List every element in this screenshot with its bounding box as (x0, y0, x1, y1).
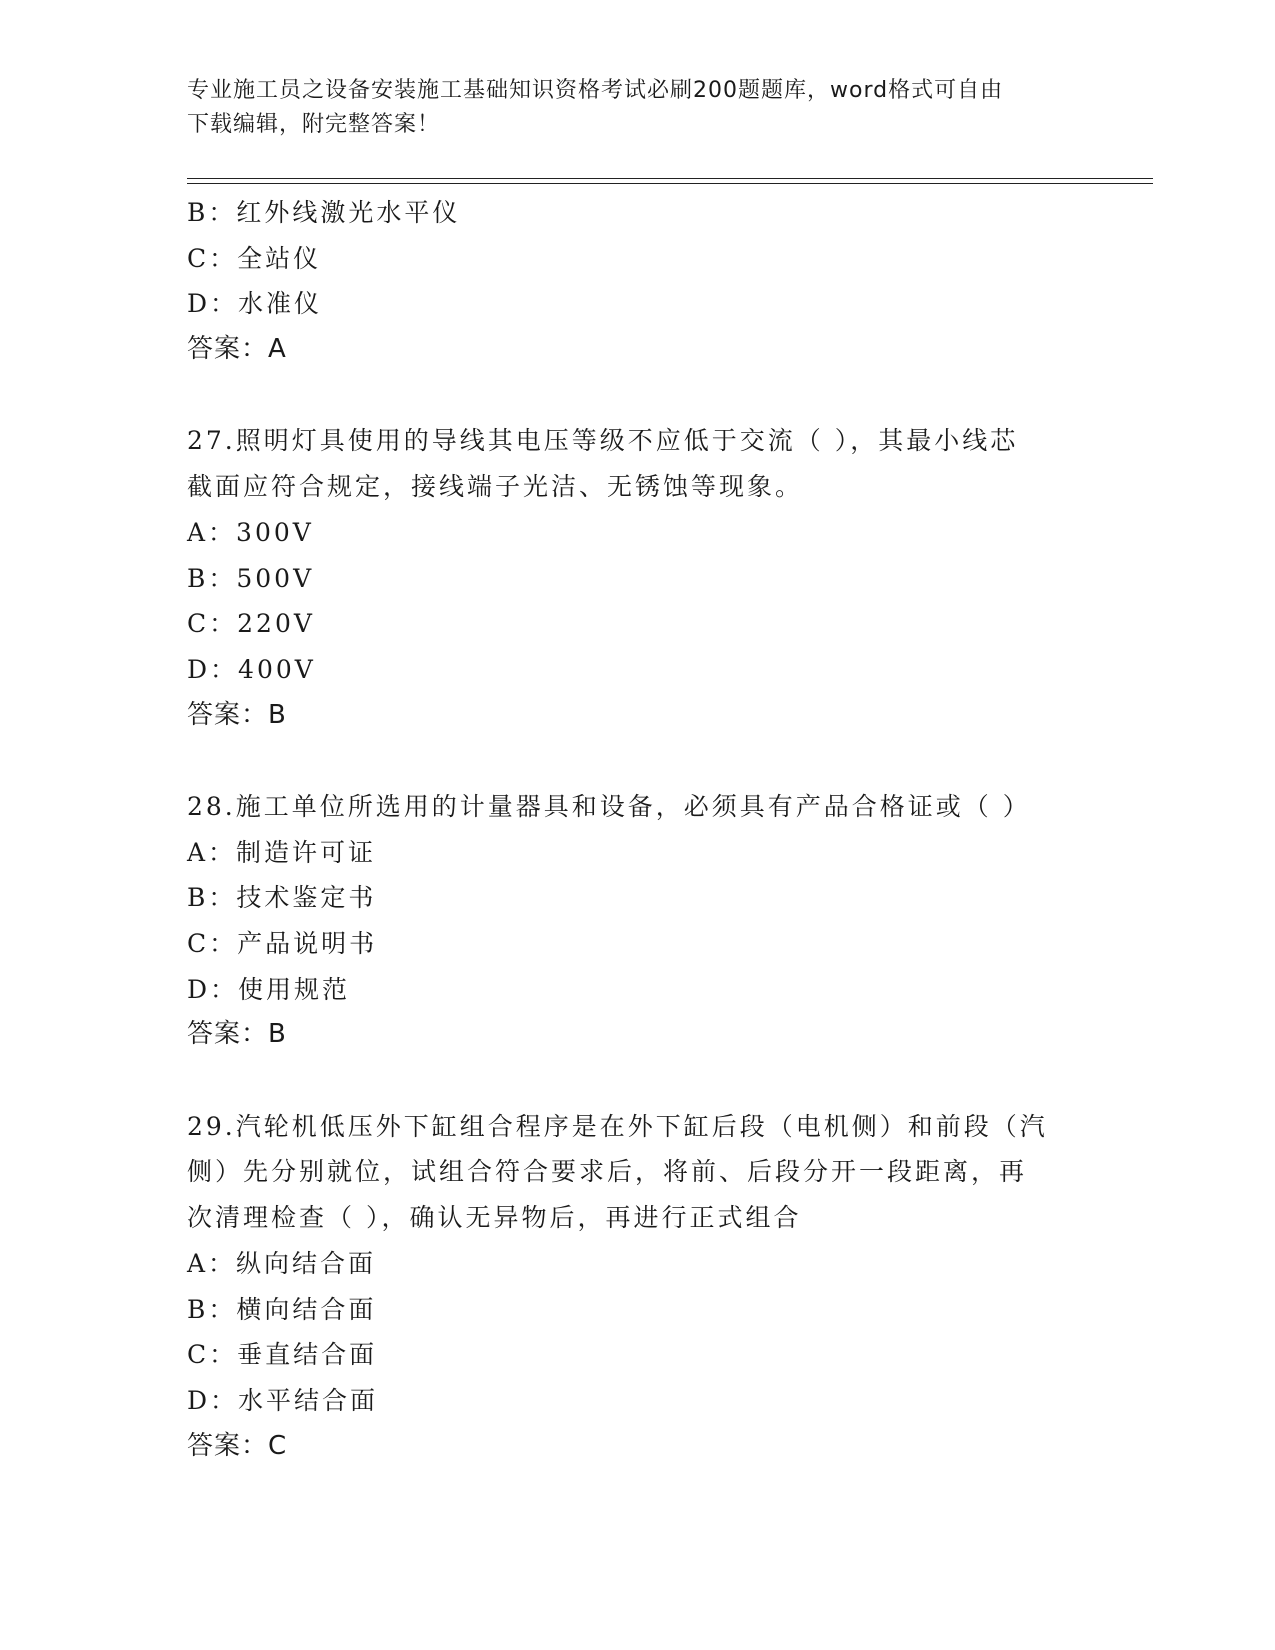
option-c: C：产品说明书 (187, 929, 378, 958)
question-text-line: 侧）先分别就位，试组合符合要求后，将前、后段分开一段距离，再 (187, 1157, 1028, 1187)
header-line-1: 专业施工员之设备安装施工基础知识资格考试必刷200题题库，word格式可自由 (187, 78, 1004, 103)
option-c: C：220V (187, 609, 315, 639)
option-b: B：500V (187, 563, 315, 593)
question-text-line: 28.施工单位所选用的计量器具和设备，必须具有产品合格证或（ ） (187, 791, 1031, 821)
option-c: C：垂直结合面 (187, 1340, 378, 1370)
option-d: D：水平结合面 (187, 1385, 379, 1415)
answer-line: 答案：B (187, 1019, 287, 1050)
option-b: B：横向结合面 (187, 1294, 377, 1324)
question-29 (187, 1104, 1087, 1470)
option-c: C：全站仪 (187, 243, 322, 273)
option-b: B：红外线激光水平仪 (187, 198, 461, 227)
question-text-line: 27.照明灯具使用的导线其电压等级不应低于交流（ ），其最小线芯 (187, 426, 1019, 456)
answer-line: 答案：C (187, 1430, 288, 1461)
question-text-line: 截面应符合规定，接线端子光洁、无锈蚀等现象。 (187, 472, 804, 502)
header-rule-bottom (187, 183, 1153, 184)
option-d: D：水准仪 (187, 289, 323, 319)
question-list (187, 190, 1087, 1469)
question-text-line: 次清理检查（ ），确认无异物后，再进行正式组合 (187, 1203, 802, 1233)
option-d: D：400V (187, 654, 316, 684)
question-27 (187, 418, 1087, 738)
option-a: A：300V (187, 517, 314, 547)
option-d: D：使用规范 (187, 974, 351, 1004)
document-header (187, 74, 1067, 142)
header-line-2: 下载编辑，附完整答案！ (187, 112, 441, 137)
question-text-line: 29.汽轮机低压外下缸组合程序是在外下缸后段（电机侧）和前段（汽 (187, 1111, 1048, 1141)
question-26-continued (187, 190, 1087, 373)
answer-line: 答案：B (187, 699, 287, 730)
option-a: A：纵向结合面 (187, 1248, 377, 1278)
header-rule-top (187, 178, 1153, 179)
option-a: A：制造许可证 (187, 837, 377, 867)
question-28 (187, 784, 1087, 1058)
option-b: B：技术鉴定书 (187, 883, 377, 913)
answer-line: 答案：A (187, 334, 287, 365)
